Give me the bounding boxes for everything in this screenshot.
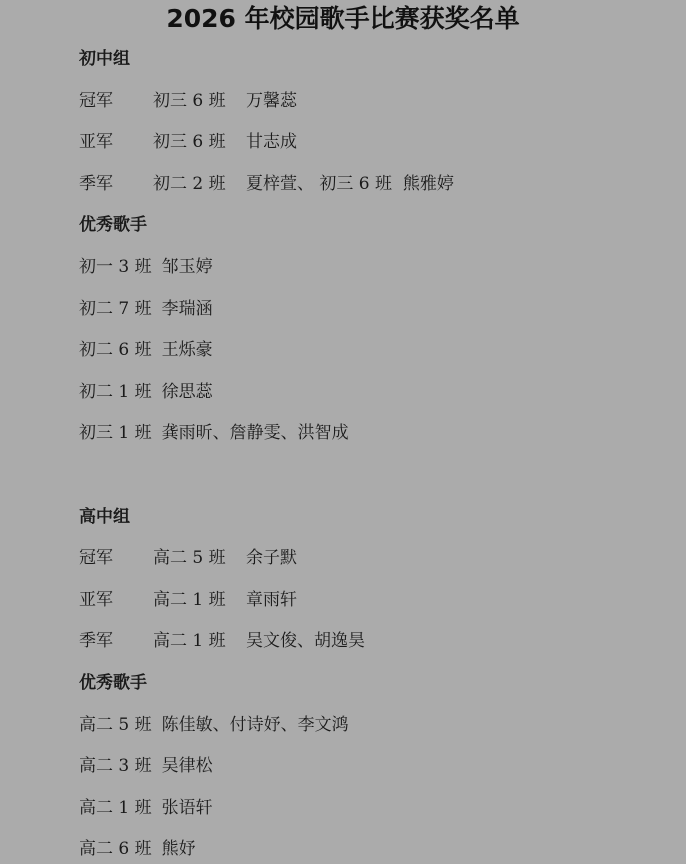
award-place: 亚军 bbox=[79, 590, 113, 610]
excellent-class: 初二 6 班 bbox=[79, 340, 152, 360]
senior-excellent-heading: 优秀歌手 bbox=[79, 673, 147, 693]
excellent-class: 高二 5 班 bbox=[79, 715, 152, 735]
award-class: 初三 6 班 bbox=[153, 132, 226, 152]
award-names: 吴文俊、胡逸昊 bbox=[246, 631, 365, 651]
excellent-names: 王烁豪 bbox=[161, 340, 213, 360]
excellent-names: 龚雨昕、詹静雯、洪智成 bbox=[161, 423, 349, 443]
award-place: 季军 bbox=[79, 631, 113, 651]
excellent-names: 邹玉婷 bbox=[161, 257, 213, 277]
award-class: 高二 5 班 bbox=[153, 548, 226, 568]
excellent-class: 初一 3 班 bbox=[79, 257, 152, 277]
award-names: 甘志成 bbox=[246, 132, 297, 152]
senior-excellent-row bbox=[79, 755, 213, 777]
senior-heading: 高中组 bbox=[79, 507, 130, 527]
award-names: 万馨蕊 bbox=[246, 91, 297, 111]
senior-excellent-row bbox=[79, 714, 349, 736]
excellent-names: 熊妤 bbox=[161, 839, 196, 859]
excellent-class: 初二 1 班 bbox=[79, 382, 152, 402]
excellent-names: 张语轩 bbox=[161, 798, 213, 818]
junior-excellent-row bbox=[79, 422, 349, 444]
excellent-class: 高二 1 班 bbox=[79, 798, 152, 818]
excellent-names: 吴律松 bbox=[161, 756, 213, 776]
senior-award-row bbox=[79, 630, 365, 652]
senior-award-row bbox=[79, 547, 297, 569]
excellent-names: 徐思蕊 bbox=[161, 382, 213, 402]
award-place: 冠军 bbox=[79, 91, 113, 111]
page-title: 2026 年校园歌手比赛获奖名单 bbox=[166, 4, 520, 33]
junior-excellent-row bbox=[79, 339, 213, 361]
excellent-names: 陈佳敏、付诗妤、李文鸿 bbox=[161, 715, 349, 735]
award-names: 章雨轩 bbox=[246, 590, 297, 610]
award-names: 余子默 bbox=[246, 548, 297, 568]
award-class: 初二 2 班 bbox=[153, 174, 226, 194]
excellent-class: 高二 6 班 bbox=[79, 839, 152, 859]
senior-excellent-row bbox=[79, 838, 196, 860]
senior-award-row bbox=[79, 589, 297, 611]
junior-excellent-row bbox=[79, 298, 213, 320]
junior-award-row bbox=[79, 90, 297, 112]
excellent-class: 初三 1 班 bbox=[79, 423, 152, 443]
junior-excellent-heading: 优秀歌手 bbox=[79, 215, 147, 235]
excellent-class: 初二 7 班 bbox=[79, 299, 152, 319]
junior-heading: 初中组 bbox=[79, 49, 130, 69]
award-place: 季军 bbox=[79, 174, 113, 194]
senior-excellent-row bbox=[79, 797, 213, 819]
junior-award-row bbox=[79, 173, 454, 195]
junior-excellent-row bbox=[79, 256, 213, 278]
award-place: 亚军 bbox=[79, 132, 113, 152]
excellent-class: 高二 3 班 bbox=[79, 756, 152, 776]
award-names: 夏梓萱、 初三 6 班 熊雅婷 bbox=[246, 174, 454, 194]
excellent-names: 李瑞涵 bbox=[161, 299, 213, 319]
award-class: 高二 1 班 bbox=[153, 590, 226, 610]
junior-excellent-row bbox=[79, 381, 213, 403]
award-place: 冠军 bbox=[79, 548, 113, 568]
junior-award-row bbox=[79, 131, 297, 153]
award-class: 高二 1 班 bbox=[153, 631, 226, 651]
award-class: 初三 6 班 bbox=[153, 91, 226, 111]
